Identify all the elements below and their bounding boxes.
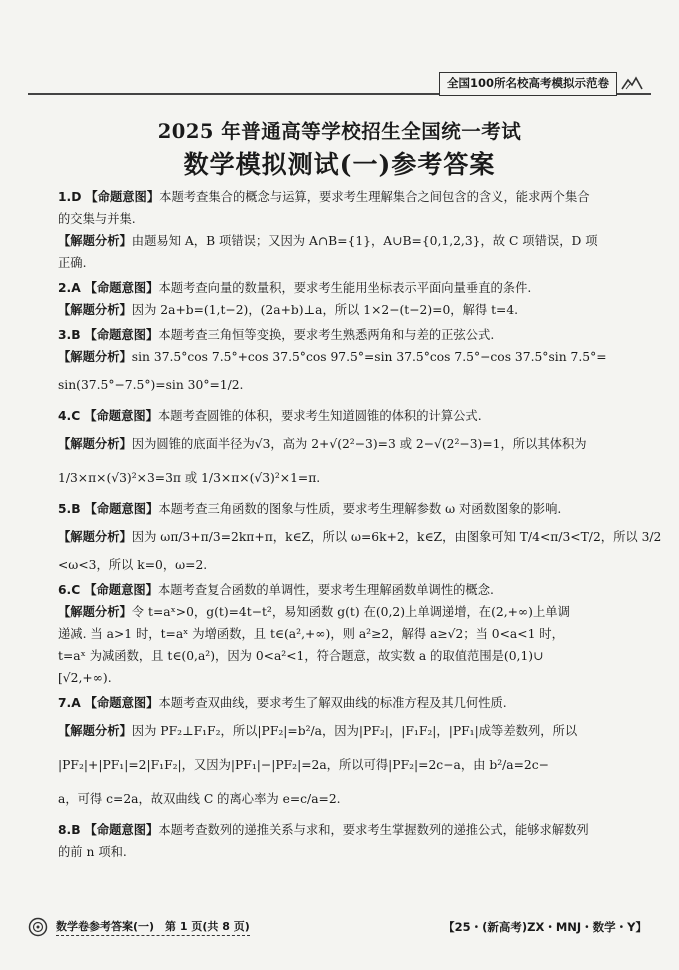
analysis-text-cont: sin(37.5°−7.5°)=sin 30°=1/2.: [58, 378, 244, 392]
answer-number: 7.A: [58, 696, 81, 710]
footer-code: 【25・(新高考)ZX・MNJ・数学・Y】: [443, 920, 647, 934]
page-footer: [28, 917, 651, 943]
analysis-tag: 【解题分析】: [58, 350, 132, 364]
intent-text: 本题考查三角恒等变换，要求考生熟悉两角和与差的正弦公式.: [158, 328, 495, 342]
answer-item: [58, 277, 626, 321]
analysis-text-cont: <ω<3，所以 k=0，ω=2.: [58, 558, 208, 572]
analysis-tag: 【解题分析】: [58, 530, 132, 544]
seal-logo-icon: [28, 917, 48, 937]
analysis-tag: 【解题分析】: [58, 303, 132, 317]
analysis-text-cont: [√2,+∞).: [58, 671, 112, 685]
intent-tag: 【命题意图】: [84, 409, 158, 423]
analysis-text-cont: |PF₂|+|PF₁|=2|F₁F₂|，又因为|PF₁|−|PF₂|=2a，所以可得|PF₂|=2c−a，由 b²/a=2c−: [58, 758, 549, 772]
answer-number: 4.C: [58, 409, 81, 423]
intent-tag: 【命题意图】: [84, 583, 158, 597]
answer-item: [58, 324, 626, 402]
answer-item: [58, 186, 626, 274]
analysis-text-cont: 递减. 当 a>1 时，t=aˣ 为增函数，且 t∈(a²,+∞)，则 a²≥2，解得 a≥√2；当 0<a<1 时，: [58, 627, 564, 641]
answer-item: [58, 498, 662, 576]
answer-number: 3.B: [58, 328, 81, 342]
document-title: 数学模拟测试(一)参考答案: [183, 150, 496, 179]
intent-tag: 【命题意图】: [85, 190, 160, 204]
analysis-text-cont: a，可得 c=2a，故双曲线 C 的离心率为 e=c/a=2.: [58, 792, 341, 806]
intent-text: 本题考查向量的数量积，要求考生能用坐标表示平面向量垂直的条件.: [158, 281, 532, 295]
answer-number: 5.B: [58, 502, 81, 516]
analysis-text-cont: t=aˣ 为减函数，且 t∈(0,a²)，因为 0<a²<1，符合题意，故实数 a 的取值范围是(0,1)∪: [58, 649, 544, 663]
analysis-tag: 【解题分析】: [58, 234, 132, 248]
intent-text: 本题考查圆锥的体积，要求考生知道圆锥的体积的计算公式.: [157, 409, 482, 423]
analysis-tag: 【解题分析】: [58, 437, 132, 451]
analysis-tag: 【解题分析】: [58, 605, 132, 619]
intent-tag: 【命题意图】: [84, 502, 159, 516]
answer-number: 8.B: [58, 823, 81, 837]
intent-text: 本题考查三角函数的图象与性质，要求考生理解参数 ω 对函数图象的影响.: [158, 502, 562, 516]
intent-text-cont: 的前 n 项和.: [58, 845, 127, 859]
answer-number: 1.D: [58, 190, 82, 204]
analysis-text-cont: 1/3×π×(√3)²×3=3π 或 1/3×π×(√3)²×1=π.: [58, 471, 321, 485]
analysis-text: 因为 2a+b=(1,t−2)，(2a+b)⊥a，所以 1×2−(t−2)=0，解得 t=4.: [131, 303, 519, 317]
series-label: 全国100所名校高考模拟示范卷: [439, 72, 617, 96]
intent-tag: 【命题意图】: [84, 696, 159, 710]
intent-tag: 【命题意图】: [84, 823, 159, 837]
intent-text: 本题考查复合函数的单调性，要求考生理解函数单调性的概念.: [157, 583, 494, 597]
answer-item: [58, 692, 626, 816]
analysis-tag: 【解题分析】: [58, 724, 132, 738]
page-header: [28, 72, 651, 98]
intent-text: 本题考查集合的概念与运算，要求考生理解集合之间包含的含义，能求两个集合: [159, 190, 590, 204]
analysis-text: 因为 ωπ/3+π/3=2kπ+π，k∈Z，所以 ω=6k+2，k∈Z，由图象可知 T/4<π/3<T/2，所以 3/2: [131, 530, 662, 544]
intent-tag: 【命题意图】: [84, 328, 159, 342]
mountain-emblem-icon: [621, 75, 643, 91]
intent-text: 本题考查数列的递推关系与求和，要求考生掌握数列的递推公式，能够求解数列: [158, 823, 589, 837]
exam-title: 2025 年普通高等学校招生全国统一考试: [157, 120, 522, 143]
analysis-text: 令 t=aˣ>0，g(t)=4t−t²，易知函数 g(t) 在(0,2)上单调递增，在(2,+∞)上单调: [131, 605, 570, 619]
analysis-text: 因为圆锥的底面半径为√3，高为 2+√(2²−3)=3 或 2−√(2²−3)=1，所以其体积为: [131, 437, 587, 451]
answer-number: 2.A: [58, 281, 81, 295]
answer-item: [58, 579, 626, 689]
intent-tag: 【命题意图】: [84, 281, 159, 295]
analysis-text: 因为 PF₂⊥F₁F₂，所以|PF₂|=b²/a，因为|PF₂|，|F₁F₂|，|PF₁|成等差数列，所以: [131, 724, 578, 738]
analysis-text: sin 37.5°cos 7.5°+cos 37.5°cos 97.5°=sin 37.5°cos 7.5°−cos 37.5°sin 7.5°=: [131, 350, 607, 364]
answer-item: [58, 819, 626, 863]
answer-item: [58, 405, 626, 495]
footer-page-label: 数学卷参考答案(一) 第 1 页(共 8 页): [56, 918, 250, 936]
intent-text: 本题考查双曲线，要求考生了解双曲线的标准方程及其几何性质.: [158, 696, 507, 710]
answer-number: 6.C: [58, 583, 81, 597]
intent-text-cont: 的交集与并集.: [58, 212, 136, 226]
analysis-text-cont: 正确.: [58, 256, 87, 270]
analysis-text: 由题易知 A，B 项错误；又因为 A∩B={1}，A∪B={0,1,2,3}，故 C 项错误，D 项: [131, 234, 598, 248]
answer-list: [58, 186, 662, 866]
